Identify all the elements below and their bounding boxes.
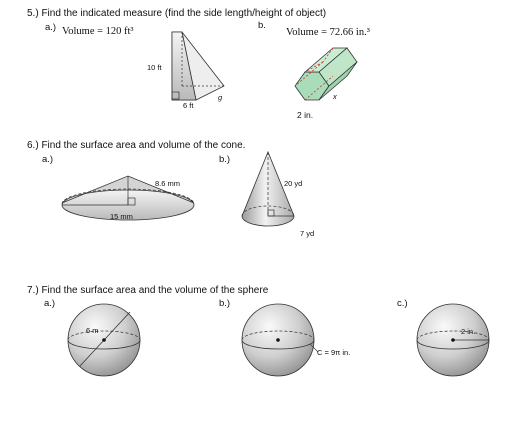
flat-cone-figure bbox=[58, 170, 208, 232]
hex-side-label: 2 in. bbox=[297, 110, 314, 120]
q5-part-a-label: a.) bbox=[45, 22, 57, 33]
sphere-b-figure bbox=[238, 302, 318, 382]
question-5-title: 5.) Find the indicated measure (find the side length/height of object) bbox=[27, 8, 327, 19]
prism-base-label: 6 ft bbox=[183, 101, 194, 110]
sphere-c-figure bbox=[413, 302, 493, 382]
q6-part-b-label: b.) bbox=[219, 154, 231, 165]
question-6-title: 6.) Find the surface area and volume of the cone. bbox=[27, 140, 246, 151]
tall-cone-radius-label: 7 yd bbox=[300, 229, 315, 238]
question-7-title: 7.) Find the surface area and the volume of the sphere bbox=[27, 285, 269, 296]
hex-unknown-label: x bbox=[333, 92, 337, 101]
tall-cone-height-label: 20 yd bbox=[284, 179, 303, 188]
hexagonal-prism-figure bbox=[285, 42, 365, 114]
q5-a-volume: Volume = 120 ft³ bbox=[62, 26, 134, 37]
sphere-b-circumference-label: C = 9π in. bbox=[317, 348, 351, 357]
flat-cone-slant-label: 8.6 mm bbox=[155, 179, 181, 188]
q7-part-a-label: a.) bbox=[44, 298, 56, 309]
prism-unknown-label: g bbox=[218, 93, 223, 102]
q7-part-c-label: c.) bbox=[397, 298, 408, 309]
sphere-c-radius-label: 2 in. bbox=[461, 327, 476, 336]
prism-height-label: 10 ft bbox=[147, 63, 162, 72]
q7-part-b-label: b.) bbox=[219, 298, 231, 309]
triangular-prism-figure bbox=[160, 20, 240, 110]
tall-cone-figure bbox=[238, 150, 308, 238]
q6-part-a-label: a.) bbox=[42, 154, 54, 165]
sphere-a-diameter-label: 6 m bbox=[86, 326, 99, 335]
q5-b-volume: Volume = 72.66 in.³ bbox=[286, 27, 370, 38]
flat-cone-radius-label: 15 mm bbox=[110, 212, 133, 221]
q5-part-b-label: b. bbox=[258, 20, 266, 31]
sphere-a-figure bbox=[64, 302, 144, 382]
